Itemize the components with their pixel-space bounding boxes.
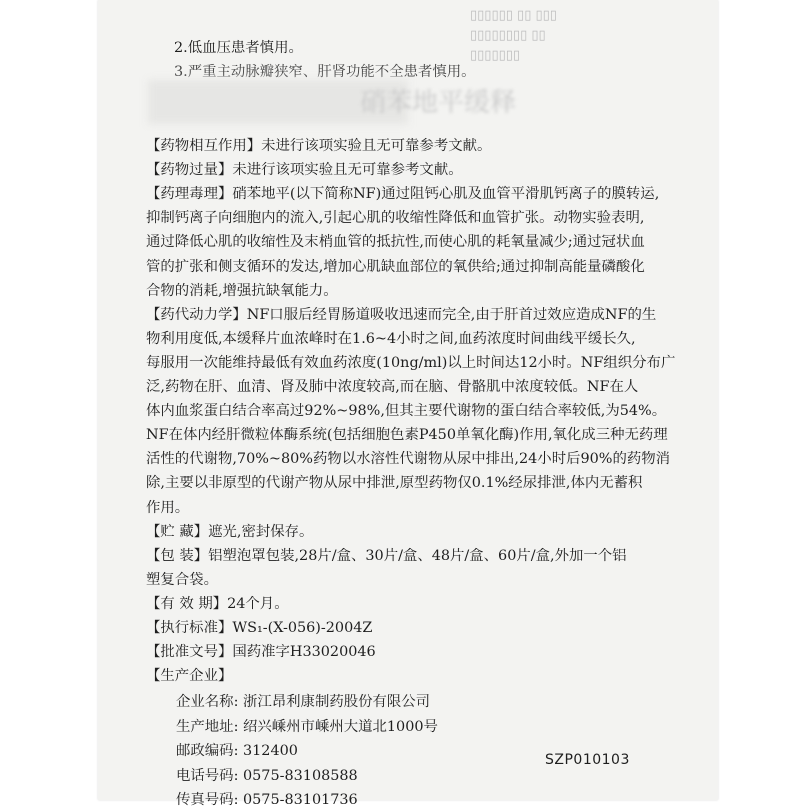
company-info-line: 邮政编码: 312400 — [176, 743, 298, 760]
section-line: 活性的代谢物,70%~80%药物以水溶性代谢物从尿中排出,24小时后90%的药物消 — [146, 451, 671, 468]
section-line: 【执行标准】WS₁-(X-056)-2004Z — [146, 620, 373, 636]
company-info-line: 电话号码: 0575-83108588 — [176, 767, 358, 784]
section-line: 作用。 — [146, 499, 190, 516]
section-line: 【药代动力学】NF口服后经胃肠道吸收迅速而完全,由于肝首过效应造成NF的生 — [146, 306, 657, 323]
section-line: 【贮 藏】遮光,密封保存。 — [146, 523, 314, 540]
precaution-line-3: 3.严重主动脉瓣狭窄、肝肾功能不全患者慎用。 — [174, 64, 476, 80]
company-info-line: 传真号码: 0575-83101736 — [176, 792, 358, 809]
section-line: 【药物过量】未进行该项实验且无可靠参考文献。 — [146, 162, 463, 179]
bleed-through-text: ▯▯▯▯▯▯▯ — [470, 48, 521, 63]
section-line: 通过降低心肌的收缩性及末梢血管的抵抗性,而使心肌的耗氧量减少;通过冠状血 — [146, 234, 645, 251]
bleed-through-text: ▯▯▯▯▯▯▯▯ ▯▯ — [470, 28, 546, 43]
section-line: 物利用度低,本缓释片血浓峰时在1.6~4小时之间,血药浓度时间曲线平缓长久, — [146, 330, 636, 347]
blurred-title: 硝苯地平缓释 — [360, 88, 517, 118]
section-line: 【药理毒理】硝苯地平(以下简称NF)通过阻钙心肌及血管平滑肌钙离子的膜转运, — [146, 186, 660, 203]
document-code: SZP010103 — [545, 752, 630, 768]
section-line: 泛,药物在肝、血清、肾及肺中浓度较高,而在脑、骨骼肌中浓度较低。NF在人 — [146, 379, 639, 395]
section-line: NF在体内经肝微粒体酶系统(包括细胞色素P450单氧化酶)作用,氧化成三种无药理 — [146, 427, 668, 444]
section-line: 【药物相互作用】未进行该项实验且无可靠参考文献。 — [146, 138, 492, 154]
section-line: 体内血浆蛋白结合率高过92%~98%,但其主要代谢物的蛋白结合率较低,为54%。 — [146, 403, 667, 420]
bleed-through-text: ▯▯▯▯▯▯ ▯▯ ▯▯▯ — [470, 8, 557, 23]
section-line: 合物的消耗,增强抗缺氧能力。 — [146, 282, 338, 299]
section-line: 管的扩张和侧支循环的发达,增加心肌缺血部位的氧供给;通过抑制高能量磷酸化 — [146, 258, 645, 275]
section-line: 塑复合袋。 — [146, 571, 218, 588]
section-line: 抑制钙离子向细胞内的流入,引起心肌的收缩性降低和血管扩张。动物实验表明, — [146, 210, 645, 227]
section-line: 除,主要以非原型的代谢产物从尿中排泄,原型药物仅0.1%经尿排泄,体内无蓄积 — [146, 475, 643, 492]
section-line: 【包 装】铝塑泡罩包装,28片/盒、30片/盒、48片/盒、60片/盒,外加一个铝 — [146, 547, 627, 564]
section-line: 【生产企业】 — [146, 668, 233, 685]
precaution-line-2: 2.低血压患者慎用。 — [174, 40, 303, 56]
company-info-line: 企业名称: 浙江昂利康制药股份有限公司 — [176, 694, 431, 711]
company-info-line: 生产地址: 绍兴嵊州市嵊州大道北1000号 — [176, 718, 438, 735]
section-line: 【有 效 期】24个月。 — [146, 595, 289, 612]
section-line: 【批准文号】国药准字H33020046 — [146, 644, 376, 661]
section-line: 每服用一次能维持最低有效血药浓度(10ng/ml)以上时间达12小时。NF组织分布广 — [146, 354, 676, 371]
